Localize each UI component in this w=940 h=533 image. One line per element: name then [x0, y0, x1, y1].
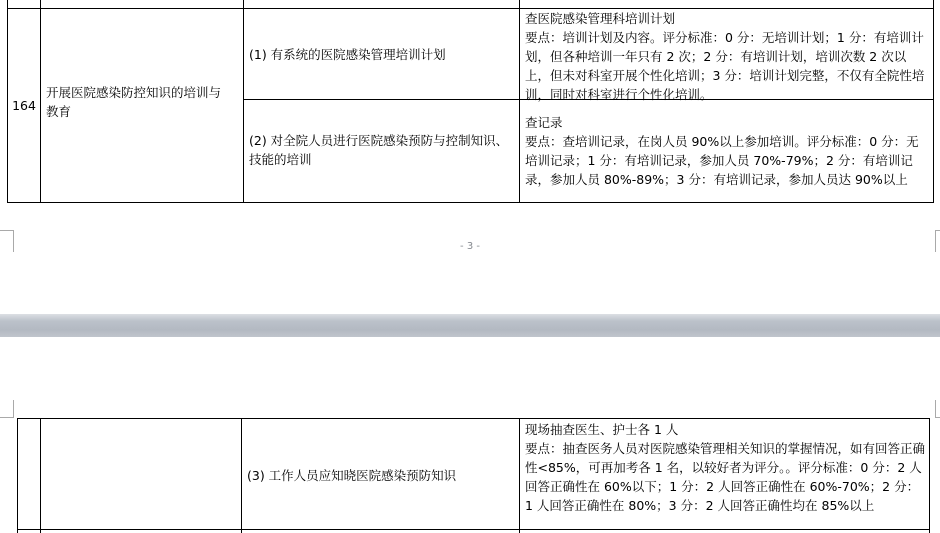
- table2-col2-line: [241, 418, 242, 533]
- table1-col2-line: [243, 0, 244, 203]
- text-boundary-mark-left: [13, 230, 14, 252]
- table2-border-top: [17, 418, 930, 419]
- table2-criterion-cell-3[interactable]: (3) 工作人员应知晓医院感染预防知识: [247, 468, 457, 483]
- table1-method-cell-2[interactable]: [525, 113, 930, 189]
- table2-col3-line: [519, 418, 520, 533]
- table1-border-right: [933, 0, 934, 203]
- method-title: 查医院感染管理科培训计划: [525, 11, 676, 26]
- table2-border-right: [929, 418, 930, 533]
- table2-row-line: [17, 529, 930, 530]
- table1-item-cell[interactable]: 开展医院感染防控知识的培训与教育: [46, 85, 222, 119]
- page-break-gap: [0, 314, 940, 337]
- text-boundary-mark-left: [0, 417, 14, 418]
- text-boundary-mark-right: [935, 417, 940, 418]
- table1-border-bottom: [7, 202, 934, 203]
- footer-page-number: - 3 -: [460, 241, 480, 252]
- method-title: 现场抽查医生、护士各 1 人: [525, 422, 679, 437]
- method-detail: 要点：查培训记录，在岗人员 90%以上参加培训。评分标准：0 分：无培训记录；1 分：有培训记录，参加人员 70%-79%；2 分：有培训记录，参加人员 80%-89%；3 分：有培训记录，参加人员达 90%以上: [525, 134, 919, 187]
- seq-number: 164: [12, 97, 36, 113]
- table1-criterion-cell-2[interactable]: (2) 对全院人员进行医院感染预防与控制知识、技能的培训: [249, 133, 509, 167]
- table1-seq-cell[interactable]: [8, 8, 40, 202]
- method-detail: 要点：培训计划及内容。评分标准：0 分：无培训计划；1 分：有培训计划，但各种培训一年只有 2 次；2 分：有培训计划，培训次数 2 次以上，但未对科室开展个性化培训；3 分：培训计划完整，不仅有全院性培训，同时对科室进行个性化培训。: [525, 30, 925, 102]
- page-4-canvas[interactable]: [0, 337, 940, 533]
- table1-method-cell-1[interactable]: [525, 9, 930, 104]
- text-boundary-mark-left: [13, 400, 14, 418]
- table2-method-cell-3[interactable]: [525, 420, 927, 515]
- table1-col3-line: [519, 0, 520, 203]
- text-boundary-mark-left: [0, 230, 14, 231]
- text-boundary-mark-right: [935, 400, 936, 418]
- method-detail: 要点：抽查医务人员对医院感染管理相关知识的掌握情况，如有回答正确性<85%，可再加考各 1 名，以较好者为评分。。评分标准：0 分：2 人回答正确性在 60%以下；1 分：2 人回答正确性在 60%-70%；2 分：1 人回答正确性在 80%；3 分：2 人回答正确性均在 85%以上: [525, 441, 926, 513]
- table2-border-left: [17, 418, 18, 533]
- table2-col1-line: [40, 418, 41, 533]
- text-boundary-mark-right: [935, 230, 936, 252]
- table1-col1-line: [40, 0, 41, 203]
- table1-criterion-cell-1[interactable]: (1) 有系统的医院感染管理培训计划: [249, 47, 446, 62]
- method-title: 查记录: [525, 115, 563, 130]
